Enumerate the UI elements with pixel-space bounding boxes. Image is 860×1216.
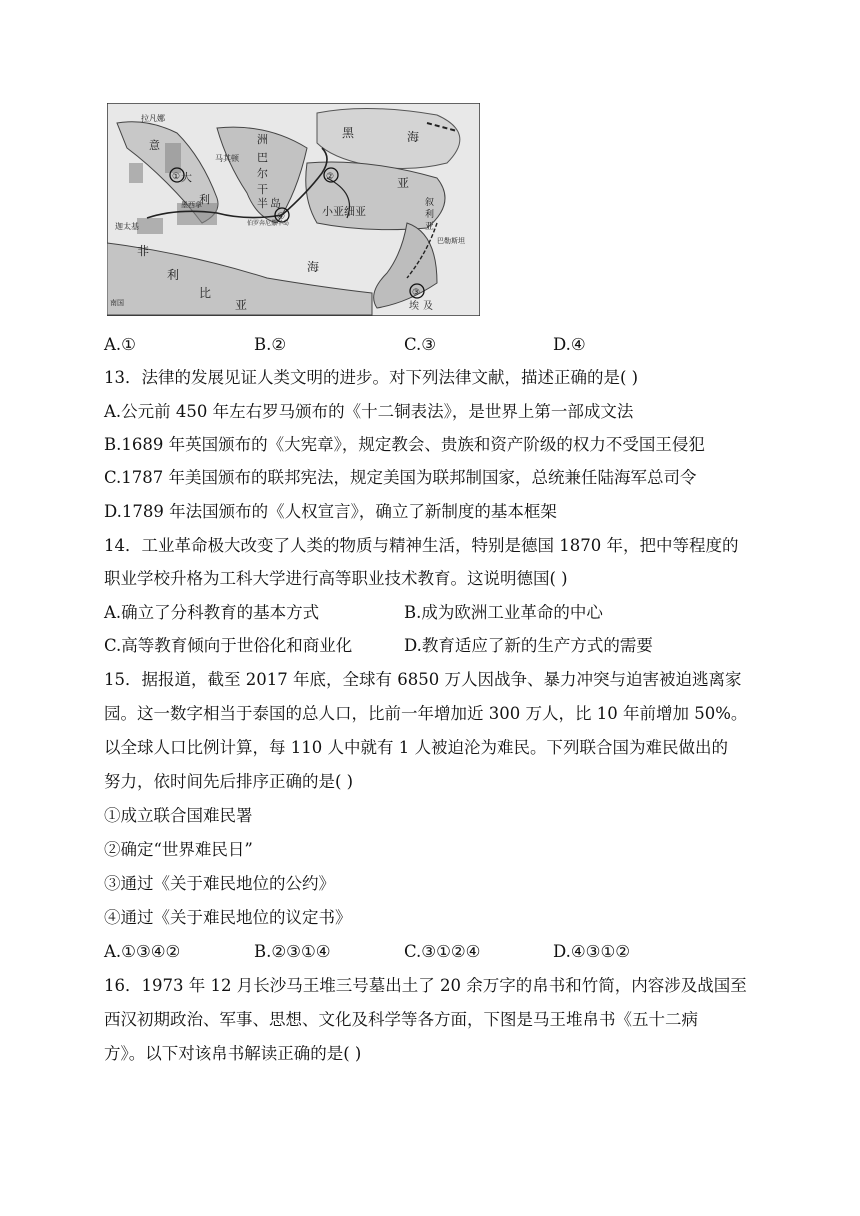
q13-option-b: B.1689 年英国颁布的《大宪章》，规定教会、贵族和资产阶级的权力不受国王侵犯 <box>104 435 705 454</box>
map-label: 伯罗奔尼撒半岛 <box>247 220 290 227</box>
map-label: 小亚细亚 <box>322 205 366 218</box>
q15-option-c: C.③①②④ <box>404 942 481 961</box>
map-label: 岛 <box>270 197 281 210</box>
map-label: 大 <box>181 171 192 184</box>
map-label: 黑 <box>342 126 355 140</box>
map-label: 亚 <box>425 222 435 232</box>
map-label: 巴勒斯坦 <box>437 237 465 245</box>
q13-option-d: D.1789 年法国颁布的《人权宣言》，确立了新制度的基本框架 <box>104 502 557 521</box>
q12-option-a: A.① <box>104 335 136 354</box>
map-label: 半 <box>257 197 268 210</box>
q13-option-a: A.公元前 450 年左右罗马颁布的《十二铜表法》，是世界上第一部成文法 <box>104 402 634 421</box>
q16-stem-line-1: 16．1973 年 12 月长沙马王堆三号墓出土了 20 余万字的帛书和竹简，内容涉及战国至 <box>104 976 747 995</box>
map-label: 及 <box>423 301 433 312</box>
q15-option-d: D.④③①② <box>553 942 631 961</box>
q15-stem-line-4: 努力，依时间先后排序正确的是( ) <box>104 772 354 791</box>
q14-option-b: B.成为欧洲工业革命的中心 <box>404 603 603 622</box>
q14-option-a: A.确立了分科教育的基本方式 <box>104 603 320 622</box>
map-label: 迦太基 <box>115 222 139 231</box>
q12-option-b: B.② <box>254 335 287 354</box>
q16-stem-line-2: 西汉初期政治、军事、思想、文化及科学等各方面，下图是马王堆帛书《五十二病 <box>104 1010 698 1029</box>
q15-stem-line-2: 园。这一数字相当于泰国的总人口，比前一年增加近 300 万人，比 10 年前增加 50%。 <box>104 704 748 723</box>
map-label: 比 <box>199 286 212 300</box>
q16-stem-line-3: 方》。以下对该帛书解读正确的是( ) <box>104 1044 362 1063</box>
map-marker-2: ② <box>326 172 335 182</box>
map-label: 意 <box>149 139 160 152</box>
q15-stem-line-3: 以全球人口比例计算，每 110 人中就有 1 人被迫沦为难民。下列联合国为难民做出的 <box>104 738 728 757</box>
q12-option-d: D.④ <box>553 335 586 354</box>
map-label: 尔 <box>257 167 268 180</box>
map-label: 巴 <box>257 151 268 164</box>
map-label: 干 <box>257 183 268 196</box>
map-label: 拉凡娜 <box>141 114 165 123</box>
q14-stem-line-2: 职业学校升格为工科大学进行高等职业技术教育。这说明德国( ) <box>104 569 568 588</box>
map-marker-4: ④ <box>277 212 286 222</box>
q12-option-c: C.③ <box>404 335 437 354</box>
historical-map <box>107 103 480 316</box>
map-marker-1: ① <box>172 172 181 182</box>
q13-stem: 13．法律的发展见证人类文明的进步。对下列法律文献，描述正确的是( ) <box>104 368 639 387</box>
q15-item-3: ③通过《关于难民地位的公约》 <box>104 874 335 893</box>
map-label: 马其顿 <box>215 154 239 163</box>
map-label: 海 <box>407 130 420 144</box>
q14-option-d: D.教育适应了新的生产方式的需要 <box>404 636 653 655</box>
q15-option-a: A.①③④② <box>104 942 181 961</box>
q14-option-c: C.高等教育倾向于世俗化和商业化 <box>104 636 353 655</box>
map-marker-3: ③ <box>412 288 421 298</box>
map-label: 墨西拿 <box>181 201 202 209</box>
q15-item-2: ②确定“世界难民日” <box>104 840 253 859</box>
q13-option-c: C.1787 年美国颁布的联邦宪法，规定美国为联邦制国家，总统兼任陆海军总司令 <box>104 468 697 487</box>
map-label: 南国 <box>110 299 124 307</box>
q15-stem-line-1: 15．据报道，截至 2017 年底，全球有 6850 万人因战争、暴力冲突与迫害被迫逃离家 <box>104 670 742 689</box>
map-label: 利 <box>199 193 210 206</box>
map-label: 非 <box>137 244 150 258</box>
map-label: 洲 <box>257 133 268 146</box>
q15-option-b: B.②③①④ <box>254 942 331 961</box>
map-label: 海 <box>307 260 320 274</box>
q14-stem-line-1: 14．工业革命极大改变了人类的物质与精神生活，特别是德国 1870 年，把中等程度的 <box>104 536 739 555</box>
map-label: 埃 <box>409 301 419 312</box>
q15-item-4: ④通过《关于难民地位的议定书》 <box>104 908 352 927</box>
map-label: 亚 <box>397 176 410 190</box>
q15-item-1: ①成立联合国难民署 <box>104 806 253 825</box>
map-label: 亚 <box>235 298 248 312</box>
map-label: 利 <box>167 268 180 282</box>
map-label: 利 <box>425 210 435 220</box>
map-label: 叙 <box>425 198 435 208</box>
